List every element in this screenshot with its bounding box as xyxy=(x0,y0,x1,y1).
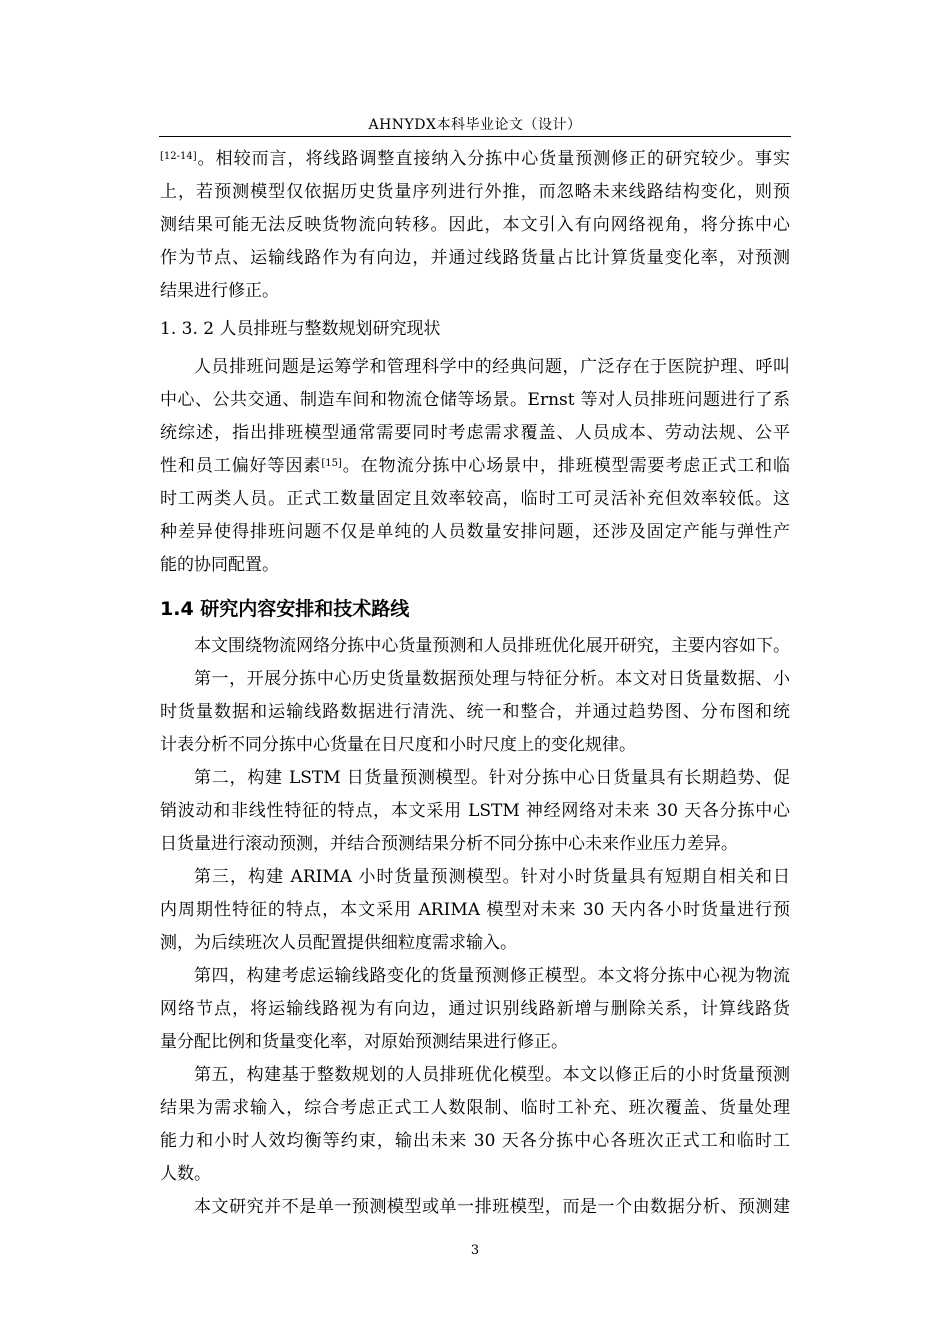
paragraph-line: 内周期性特征的特点，本文采用 ARIMA 模型对未来 30 天内各小时货量进行预 xyxy=(160,900,790,920)
paragraph-line: 种差异使得排班问题不仅是单纯的人员数量安排问题，还涉及固定产能与弹性产 xyxy=(160,522,790,542)
header-rule xyxy=(159,136,791,137)
paragraph-line: 结果进行修正。 xyxy=(160,281,279,301)
paragraph-line: 本文研究并不是单一预测模型或单一排班模型，而是一个由数据分析、预测建 xyxy=(194,1197,790,1217)
paragraph-line: 作为节点、运输线路作为有向边，并通过线路货量占比计算货量变化率，对预测 xyxy=(160,248,790,268)
running-header: AHNYDX本科毕业论文（设计） xyxy=(368,117,582,133)
paragraph-line: 计表分析不同分拣中心货量在日尺度和小时尺度上的变化规律。 xyxy=(160,735,636,755)
paragraph-line: 网络节点，将运输线路视为有向边，通过识别线路新增与删除关系，计算线路货 xyxy=(160,999,790,1019)
section-heading: 1.4 研究内容安排和技术路线 xyxy=(160,598,410,620)
paragraph-line: 统综述，指出排班模型通常需要同时考虑需求覆盖、人员成本、劳动法规、公平 xyxy=(160,423,790,443)
paragraph-line: 第五，构建基于整数规划的人员排班优化模型。本文以修正后的小时货量预测 xyxy=(194,1065,790,1085)
paragraph-line: 人数。 xyxy=(160,1164,211,1184)
paragraph-line: 时货量数据和运输线路数据进行清洗、统一和整合，并通过趋势图、分布图和统 xyxy=(160,702,790,722)
paragraph-line: 本文围绕物流网络分拣中心货量预测和人员排班优化展开研究，主要内容如下。 xyxy=(194,636,790,656)
citation: [12-14] xyxy=(160,151,197,162)
paragraph-line: 日货量进行滚动预测，并结合预测结果分析不同分拣中心未来作业压力差异。 xyxy=(160,834,738,854)
paragraph-line: 量分配比例和货量变化率，对原始预测结果进行修正。 xyxy=(160,1032,568,1052)
paragraph-line: 人员排班问题是运筹学和管理科学中的经典问题，广泛存在于医院护理、呼叫 xyxy=(194,357,790,377)
paragraph-line: 第二，构建 LSTM 日货量预测模型。针对分拣中心日货量具有长期趋势、促 xyxy=(194,768,790,788)
paragraph-line: 销波动和非线性特征的特点，本文采用 LSTM 神经网络对未来 30 天各分拣中心 xyxy=(160,801,790,821)
paragraph-line: 第四，构建考虑运输线路变化的货量预测修正模型。本文将分拣中心视为物流 xyxy=(194,966,790,986)
paragraph-line: 性和员工偏好等因素[15]。在物流分拣中心场景中，排班模型需要考虑正式工和临 xyxy=(160,456,791,476)
citation: [15] xyxy=(321,458,342,469)
page-number: 3 xyxy=(470,1243,480,1258)
paragraph-line: 结果为需求输入，综合考虑正式工人数限制、临时工补充、班次覆盖、货量处理 xyxy=(160,1098,790,1118)
paragraph-line: 测结果可能无法反映货物流向转移。因此，本文引入有向网络视角，将分拣中心 xyxy=(160,215,790,235)
paragraph-line: 第一，开展分拣中心历史货量数据预处理与特征分析。本文对日货量数据、小 xyxy=(194,669,790,689)
paragraph-line: 能力和小时人效均衡等约束，输出未来 30 天各分拣中心各班次正式工和临时工 xyxy=(160,1131,790,1151)
paragraph-line: 能的协同配置。 xyxy=(160,555,279,575)
paragraph-line: 中心、公共交通、制造车间和物流仓储等场景。Ernst 等对人员排班问题进行了系 xyxy=(160,390,790,410)
subsection-heading: 1. 3. 2 人员排班与整数规划研究现状 xyxy=(160,319,441,339)
paragraph-line: 时工两类人员。正式工数量固定且效率较高，临时工可灵活补充但效率较低。这 xyxy=(160,489,790,509)
paragraph-line: 测，为后续班次人员配置提供细粒度需求输入。 xyxy=(160,933,517,953)
paragraph-line: 第三，构建 ARIMA 小时货量预测模型。针对小时货量具有短期自相关和日 xyxy=(194,867,790,887)
paragraph-line: [12-14]。相较而言，将线路调整直接纳入分拣中心货量预测修正的研究较少。事实 xyxy=(160,149,790,169)
paragraph-line: 上，若预测模型仅依据历史货量序列进行外推，而忽略未来线路结构变化，则预 xyxy=(160,182,790,202)
